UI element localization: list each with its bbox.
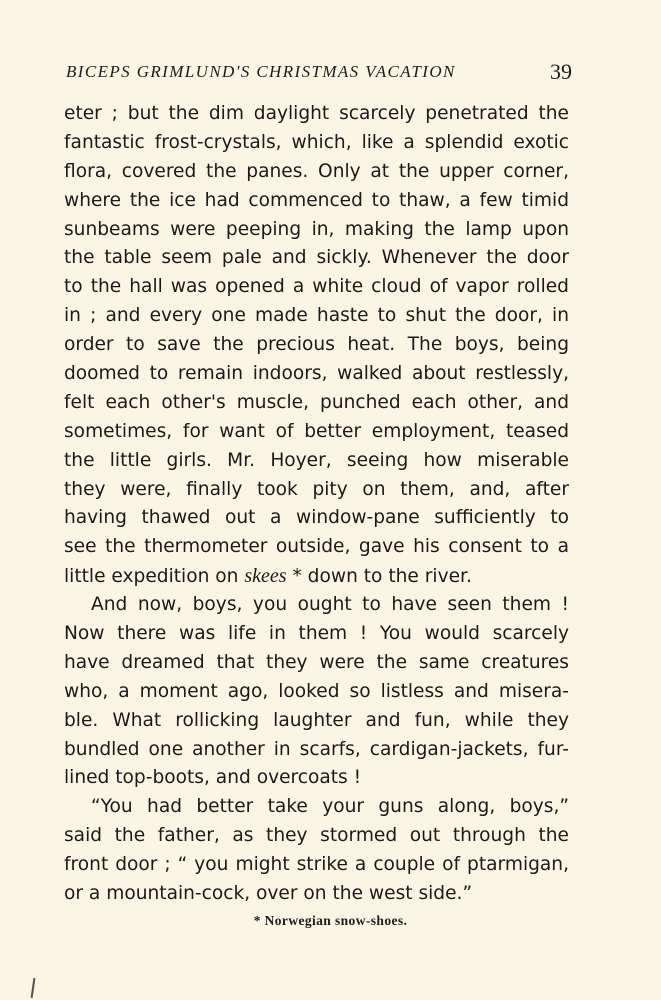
text-line: And now, boys, you ought to have seen them ! (91, 594, 569, 616)
page-number: 39 (550, 59, 572, 84)
running-title: BICEPS GRIMLUND'S CHRISTMAS VACATION (66, 62, 456, 81)
text-line: “You had better take your guns along, boys,” (91, 796, 569, 818)
text-line: where the ice had commenced to thaw, a few timid (64, 189, 569, 211)
running-head (66, 59, 572, 88)
text-line: said the father, as they stormed out through the (64, 825, 569, 847)
text-line: ble. What rollicking laughter and fun, while they (64, 709, 569, 731)
text-line: fantastic frost-crystals, which, like a splendid exotic (64, 131, 569, 153)
text-line: see the thermometer outside, gave his consent to a (64, 536, 569, 558)
text-line: to the hall was opened a white cloud of vapor rolled (64, 276, 569, 298)
text-line: in ; and every one made haste to shut the door, in (64, 305, 569, 327)
text-line: lined top-boots, and overcoats ! (64, 767, 362, 789)
text-line: the little girls. Mr. Hoyer, seeing how miserable (64, 449, 569, 471)
skees-emphasis: skees (244, 565, 287, 588)
text-line: sunbeams were peeping in, making the lamp upon (64, 218, 569, 240)
text-line: having thawed out a window-pane sufficiently to (64, 507, 569, 529)
footnote: * Norwegian snow-shoes. (253, 913, 408, 928)
text-line: front door ; “ you might strike a couple of ptarmigan, (64, 854, 569, 876)
body-text (64, 100, 569, 909)
text-line: the table seem pale and sickly. Whenever the door (64, 247, 569, 269)
text-line: sometimes, for want of better employment, teased (64, 420, 569, 442)
expedition-after: * down to the river. (286, 566, 472, 588)
text-line: Now there was life in them ! You would scarcely (64, 623, 569, 645)
text-line: eter ; but the dim daylight scarcely penetrated the (64, 103, 569, 124)
text-line: or a mountain-cock, over on the west side.” (64, 883, 473, 905)
text-line: doomed to remain indoors, walked about restlessly, (64, 363, 569, 385)
text-line: who, a moment ago, looked so listless and misera- (64, 680, 569, 702)
text-line: have dreamed that they were the same creatures (64, 651, 569, 673)
text-line: they were, finally took pity on them, and, after (64, 478, 569, 500)
text-line: bundled one another in scarfs, cardigan-jackets, fur- (64, 738, 569, 760)
text-line: flora, covered the panes. Only at the upper corner, (64, 160, 569, 182)
margin-mark (31, 978, 36, 998)
text-line: felt each other's muscle, punched each other, and (64, 391, 569, 413)
text-line-expedition (64, 562, 569, 591)
expedition-before: little expedition on (64, 566, 245, 588)
text-line: order to save the precious heat. The boys, being (64, 334, 569, 356)
